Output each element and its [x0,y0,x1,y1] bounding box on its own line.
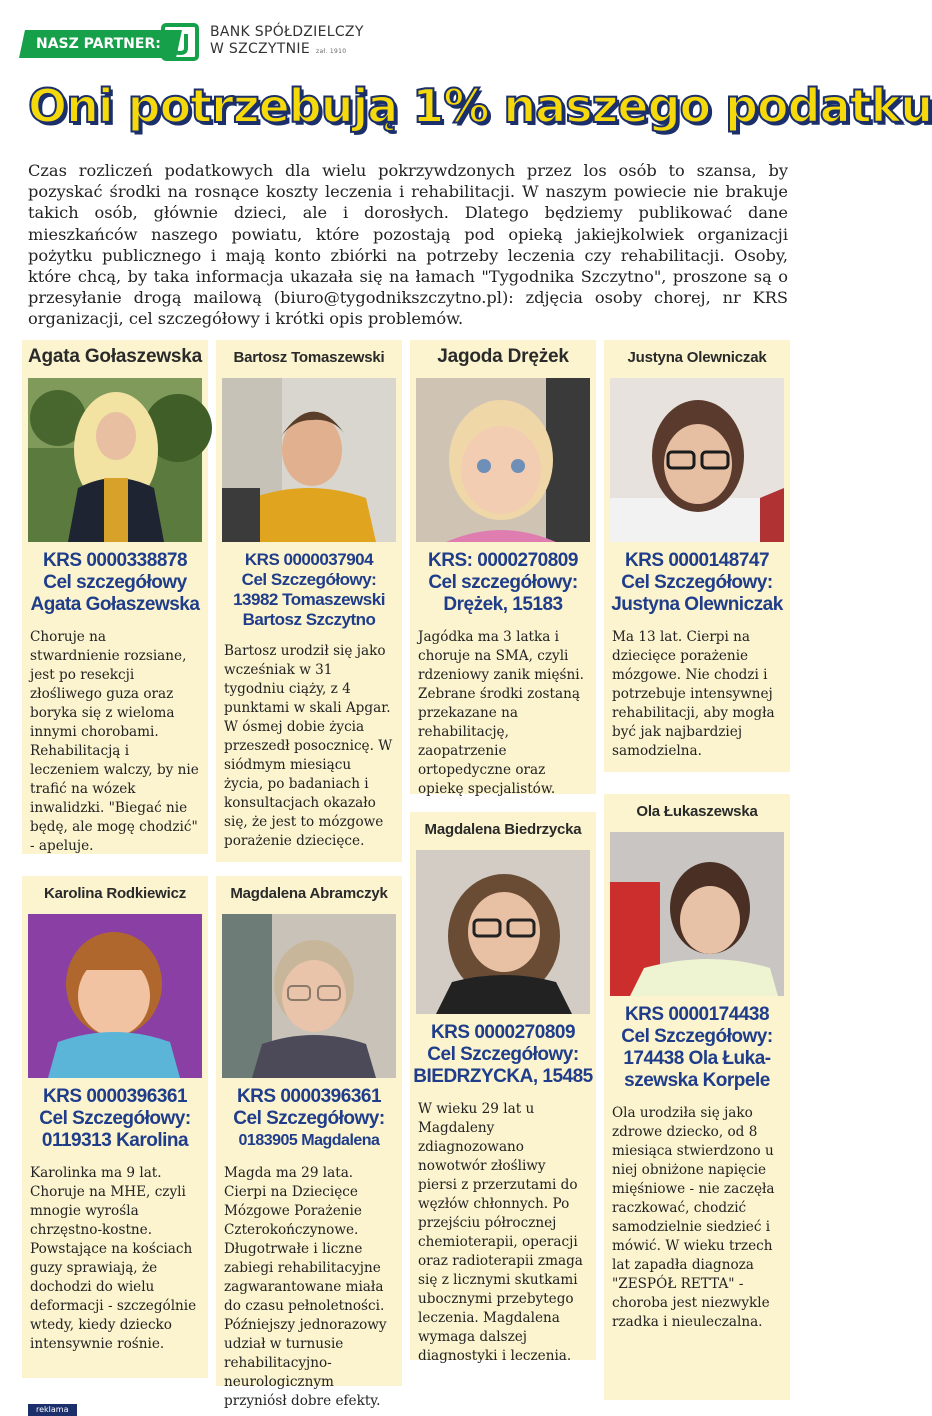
profile-photo [610,378,784,542]
intro-paragraph: Czas rozliczeń podatkowych dla wielu pokrzywdzonych przez los osób to szansa, by pozyskać środki na rosnące koszty leczenia i rehabilitacji. W naszym powiecie nie brakuje takich osób, głównie dzieci, ale i dorosłych. Dlatego będziemy publikować dane mieszkańców naszego powiatu, które pozostają pod opieką jakiejkolwiek organizacji pożytku publicznego i mają konto zbiórki na potrzeby leczenia czy rehabilitacji. Osoby, które chcą, by taka informacja ukazała się na łamach "Tygodnika Szczytno", proszone są o przesyłanie drogą mailową (biuro@tygodnikszczytno.pl): zdjęcia osoby chorej, nr KRS organizacji, cel szczegółowy i krótki opis problemów. [28,161,788,329]
card-description: Jagódka ma 3 latka i choruje na SMA, czyli rdzeniowy zanik mięśni. Zebrane środki zostaną przekazane na rehabilitację, zaopatrzenie ortopedyczne oraz opiekę specjalistów. [410,622,596,794]
profile-card [410,340,596,797]
profile-photo [222,914,396,1078]
profile-photo [416,378,590,542]
profile-card [216,876,402,1409]
profile-photo [610,832,784,996]
krs-info: KRS: 0000270809 Cel szczegółowy: Drężek, 15183 [410,546,596,622]
card-name: Magdalena Abramczyk [216,876,402,910]
card-name: Jagoda Drężek [410,340,596,374]
krs-info: KRS 0000148747 Cel Szczegółowy: Justyna Olewniczak [604,546,790,622]
card-description: Bartosz urodził się jako wcześniak w 31 tygodniu ciąży, z 4 punktami w skali Apgar. W ósmej dobie życia przeszedł posocznicę. W siódmym miesiącu życia, po badaniach i konsultacjach okazało się, że jest to mózgowe porażenie dziecięce. [216,636,402,862]
card-name: Magdalena Biedrzycka [410,812,596,846]
card-name: Justyna Olewniczak [604,340,790,374]
krs-info: KRS 0000174438 Cel Szczegółowy: 174438 Ola Łuka- szewska Korpele [604,1000,790,1098]
bank-logo-icon [160,22,200,62]
card-name: Karolina Rodkiewicz [22,876,208,910]
card-name: Bartosz Tomaszewski [216,340,402,374]
profile-card [604,340,790,772]
card-description: Karolinka ma 9 lat. Choruje na MHE, czyli mnogie wyrośla chrzęstno-kostne. Powstające na kościach guzy sprawiają, że dochodzi do wielu deformacji - szczególnie wtedy, kiedy dziecko intensywnie rośnie. [22,1158,208,1378]
profile-card [22,876,208,1378]
card-description: Ola urodziła się jako zdrowe dziecko, od 8 miesiąca stwierdzono u niej obniżone napięcie mięśniowe - nie zaczęła raczkować, chodzić samodzielnie siedzieć i mówić. W wieku trzech lat zapadła diagnoza "ZESPÓŁ RETTA" - choroba jest niezwykle rzadka i nieuleczalna. [604,1098,790,1400]
card-description: Choruje na stwardnienie rozsiane, jest po resekcji złośliwego guza oraz boryka się z wieloma innymi chorobami. Rehabilitacją i leczeniem walczy, by nie trafić na wózek inwalidzki. "Biegać nie będę, ale mogę chodzić" - apeluje. [22,622,208,854]
card-name: Agata Gołaszewska [22,340,208,374]
profile-photo [28,914,202,1078]
advert-tag: reklama [28,1404,77,1416]
krs-info: KRS 0000396361 Cel Szczegółowy: 0183905 Magdalena [216,1082,402,1158]
card-description: Ma 13 lat. Cierpi na dziecięce porażenie mózgowe. Nie chodzi i potrzebuje intensywnej rehabilitacji, aby mogła być jak najbardziej samodzielna. [604,622,790,772]
profile-card [604,794,790,1400]
profile-photo [28,378,202,542]
card-description: Magda ma 29 lata. Cierpi na Dziecięce Mózgowe Porażenie Czterokończynowe. Długotrwałe i liczne zabiegi rehabilitacyjne zagwarantowane miała do czasu pełnoletności. Późniejszy jednorazowy udział w turnusie rehabilitacyjno-neurologicznym przyniósł dobre efekty. [216,1158,402,1386]
krs-info: KRS 0000396361 Cel Szczegółowy: 0119313 Karolina [22,1082,208,1158]
page-title: Oni potrzebują 1% naszego podatku [28,79,932,133]
bank-name: BANK SPÓŁDZIELCZY W SZCZYTNIE zał. 1910 [210,24,364,57]
profile-card [410,812,596,1364]
profile-photo [416,850,590,1014]
profile-photo [222,378,396,542]
krs-info: KRS 0000338878 Cel szczegółowy Agata Gołaszewska [22,546,208,622]
card-name: Ola Łukaszewska [604,794,790,828]
krs-info: KRS 0000037904 Cel Szczegółowy: 13982 Tomaszewski Bartosz Szczytno [216,546,402,636]
profile-card [216,340,402,862]
card-description: W wieku 29 lat u Magdaleny zdiagnozowano nowotwór złośliwy piersi z przerzutami do węzłów chłonnych. Po przejściu półrocznej chemioterapii, operacji oraz radioterapii zmaga się z licznymi skutkami ubocznymi przebytego leczenia. Magdalena wymaga dalszej diagnostyki i leczenia. [410,1094,596,1360]
krs-info: KRS 0000270809 Cel Szczegółowy: BIEDRZYCKA, 15485 [410,1018,596,1094]
profile-card [22,340,208,854]
partner-label: NASZ PARTNER: [19,30,182,58]
